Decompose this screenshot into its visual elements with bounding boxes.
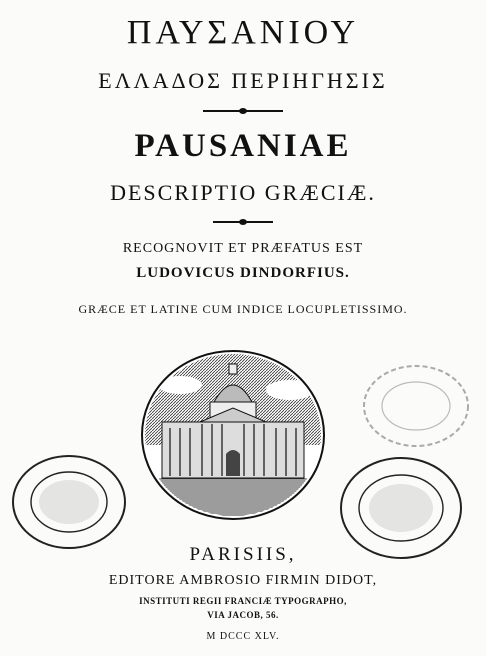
editor-line: RECOGNOVIT ET PRÆFATUS EST (122, 241, 364, 256)
title-greek: ΠΑΥΣΑΝΙΟΥ (126, 14, 360, 51)
imprint-year: M DCCC XLV. (206, 631, 280, 642)
editor-name: LUDOVICUS DINDORFIUS. (136, 265, 350, 281)
imprint-institute: INSTITUTI REGII FRANCIÆ TYPOGRAPHO, (139, 596, 347, 606)
subtitle-latin: DESCRIPTIO GRÆCIÆ. (110, 180, 376, 205)
ornamental-rule (213, 221, 273, 223)
library-stamp-left (10, 452, 128, 552)
faint-stamp (360, 362, 472, 450)
imprint-city: PARISIIS, (189, 544, 297, 565)
imprint-publisher: EDITORE AMBROSIO FIRMIN DIDOT, (108, 573, 378, 588)
ornamental-rule (203, 110, 283, 112)
title-latin: PAUSANIAE (134, 128, 352, 164)
imprint-address: VIA JACOB, 56. (207, 610, 279, 620)
edition-note: GRÆCE ET LATINE CUM INDICE LOCUPLETISSIMO. (78, 302, 408, 316)
subtitle-greek: ΕΛΛΑΔΟΣ ΠΕΡΙΗΓΗΣΙΣ (98, 68, 388, 93)
building-vignette-image (140, 350, 326, 520)
